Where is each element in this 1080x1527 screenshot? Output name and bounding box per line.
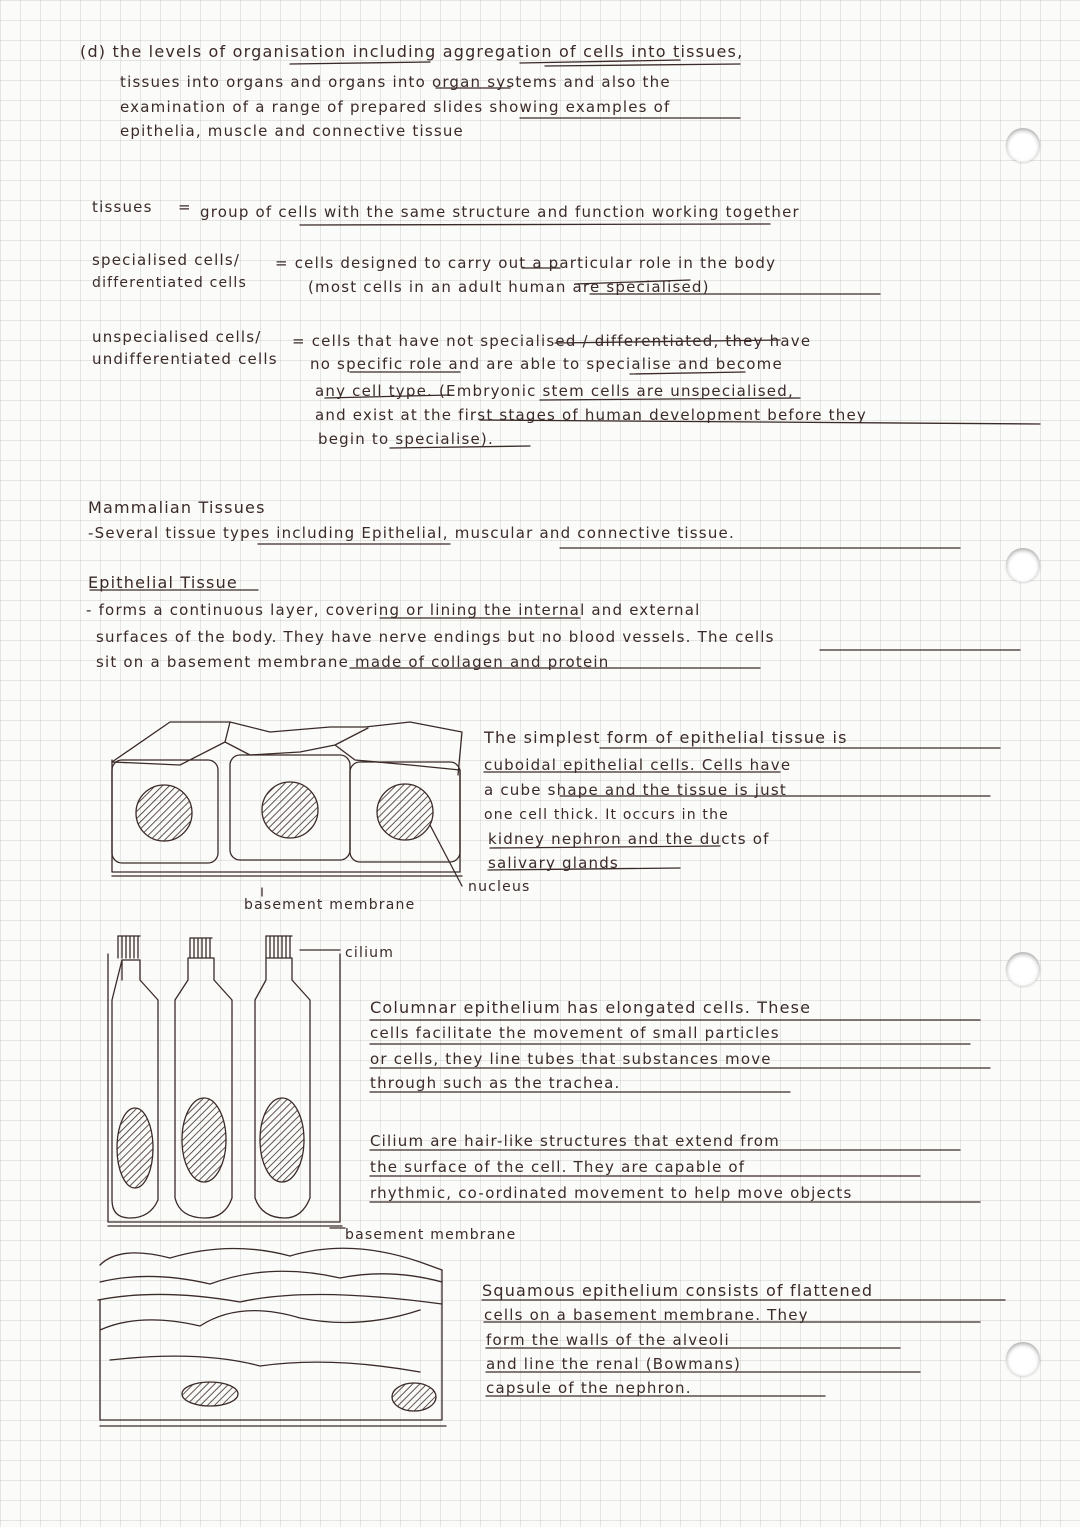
underline: [350, 650, 1020, 668]
columnar-line-1: Columnar epithelium has elongated cells. These: [370, 998, 812, 1017]
columnar-line-4: through such as the trachea.: [370, 1074, 621, 1092]
cuboidal-basement-label: basement membrane: [244, 897, 416, 913]
underline: [258, 544, 960, 548]
nucleus-pointer: [430, 825, 462, 886]
underline: [300, 224, 770, 225]
columnar-basement-label: basement membrane: [345, 1227, 517, 1243]
cuboidal-line-4: one cell thick. It occurs in the: [484, 807, 729, 823]
intro-line-4: epithelia, muscle and connective tissue: [120, 122, 464, 140]
columnar-diagram: [108, 936, 345, 1228]
epithelial-line-2: surfaces of the body. They have nerve endings but no blood vessels. The cells: [96, 628, 775, 646]
cilium-label: cilium: [345, 945, 395, 961]
underline: [370, 1020, 990, 1092]
underline: [290, 60, 740, 88]
unspecialised-def-4: and exist at the first stages of human development before they: [315, 406, 867, 424]
underline: [370, 1150, 980, 1202]
cilium-line-1: Cilium are hair-like structures that extend from: [370, 1132, 780, 1150]
mammalian-title: Mammalian Tissues: [88, 498, 266, 517]
epithelial-line-1: - forms a continuous layer, covering or lining the internal and external: [86, 601, 701, 619]
specialised-term-1: specialised cells/: [92, 251, 241, 269]
epithelial-title: Epithelial Tissue: [88, 573, 238, 592]
unspecialised-def-3: any cell type. (Embryonic stem cells are unspecialised,: [315, 382, 794, 400]
squamous-diagram: [98, 1248, 446, 1426]
columnar-line-2: cells facilitate the movement of small particles: [370, 1024, 780, 1042]
underline: [482, 1300, 1005, 1396]
intro-line-3: examination of a range of prepared slides showing examples of: [120, 98, 671, 116]
intro-line-2: tissues into organs and organs into organ systems and also the: [120, 73, 671, 91]
unspecialised-def-5: begin to specialise).: [318, 430, 494, 448]
squamous-line-5: capsule of the nephron.: [486, 1379, 692, 1397]
nucleus-label: nucleus: [468, 879, 531, 895]
tissues-definition: group of cells with the same structure and function working together: [200, 203, 800, 221]
specialised-def-1: = cells designed to carry out a particular role in the body: [275, 254, 777, 272]
tissues-eq: =: [178, 198, 192, 216]
underline: [350, 340, 780, 374]
tissues-term: tissues: [92, 198, 153, 216]
squamous-line-2: cells on a basement membrane. They: [484, 1306, 809, 1324]
squamous-line-1: Squamous epithelium consists of flattened: [482, 1281, 874, 1300]
cuboidal-line-6: salivary glands: [488, 854, 619, 872]
unspecialised-term-2: undifferentiated cells: [92, 350, 278, 368]
underline: [325, 395, 1040, 424]
cuboidal-line-3: a cube shape and the tissue is just: [484, 781, 787, 799]
specialised-term-2: differentiated cells: [92, 275, 247, 291]
underline: [522, 268, 880, 294]
unspecialised-term-1: unspecialised cells/: [92, 328, 262, 346]
cuboidal-diagram: [112, 722, 462, 896]
cuboidal-line-1: The simplest form of epithelial tissue is: [484, 728, 848, 747]
underline: [484, 748, 1000, 799]
underline: [488, 846, 720, 870]
cilium-line-3: rhythmic, co-ordinated movement to help move objects: [370, 1184, 853, 1202]
squamous-line-4: and line the renal (Bowmans): [486, 1355, 742, 1373]
cuboidal-line-5: kidney nephron and the ducts of: [488, 830, 770, 848]
underline: [390, 446, 530, 448]
unspecialised-def-2: no specific role and are able to specialise and become: [310, 355, 783, 373]
cuboidal-line-2: cuboidal epithelial cells. Cells have: [484, 756, 792, 774]
unspecialised-def-1: = cells that have not specialised / differentiated, they have: [292, 332, 812, 350]
cilium-line-2: the surface of the cell. They are capable of: [370, 1158, 746, 1176]
epithelial-line-3: sit on a basement membrane made of collagen and protein: [96, 653, 610, 671]
specialised-def-2: (most cells in an adult human are specialised): [308, 278, 710, 296]
underline: [90, 590, 580, 618]
columnar-line-3: or cells, they line tubes that substances move: [370, 1050, 772, 1068]
intro-line-1: (d) the levels of organisation including aggregation of cells into tissues,: [80, 42, 744, 61]
squamous-line-3: form the walls of the alveoli: [486, 1331, 730, 1349]
mammalian-line: -Several tissue types including Epithelial, muscular and connective tissue.: [88, 524, 735, 542]
